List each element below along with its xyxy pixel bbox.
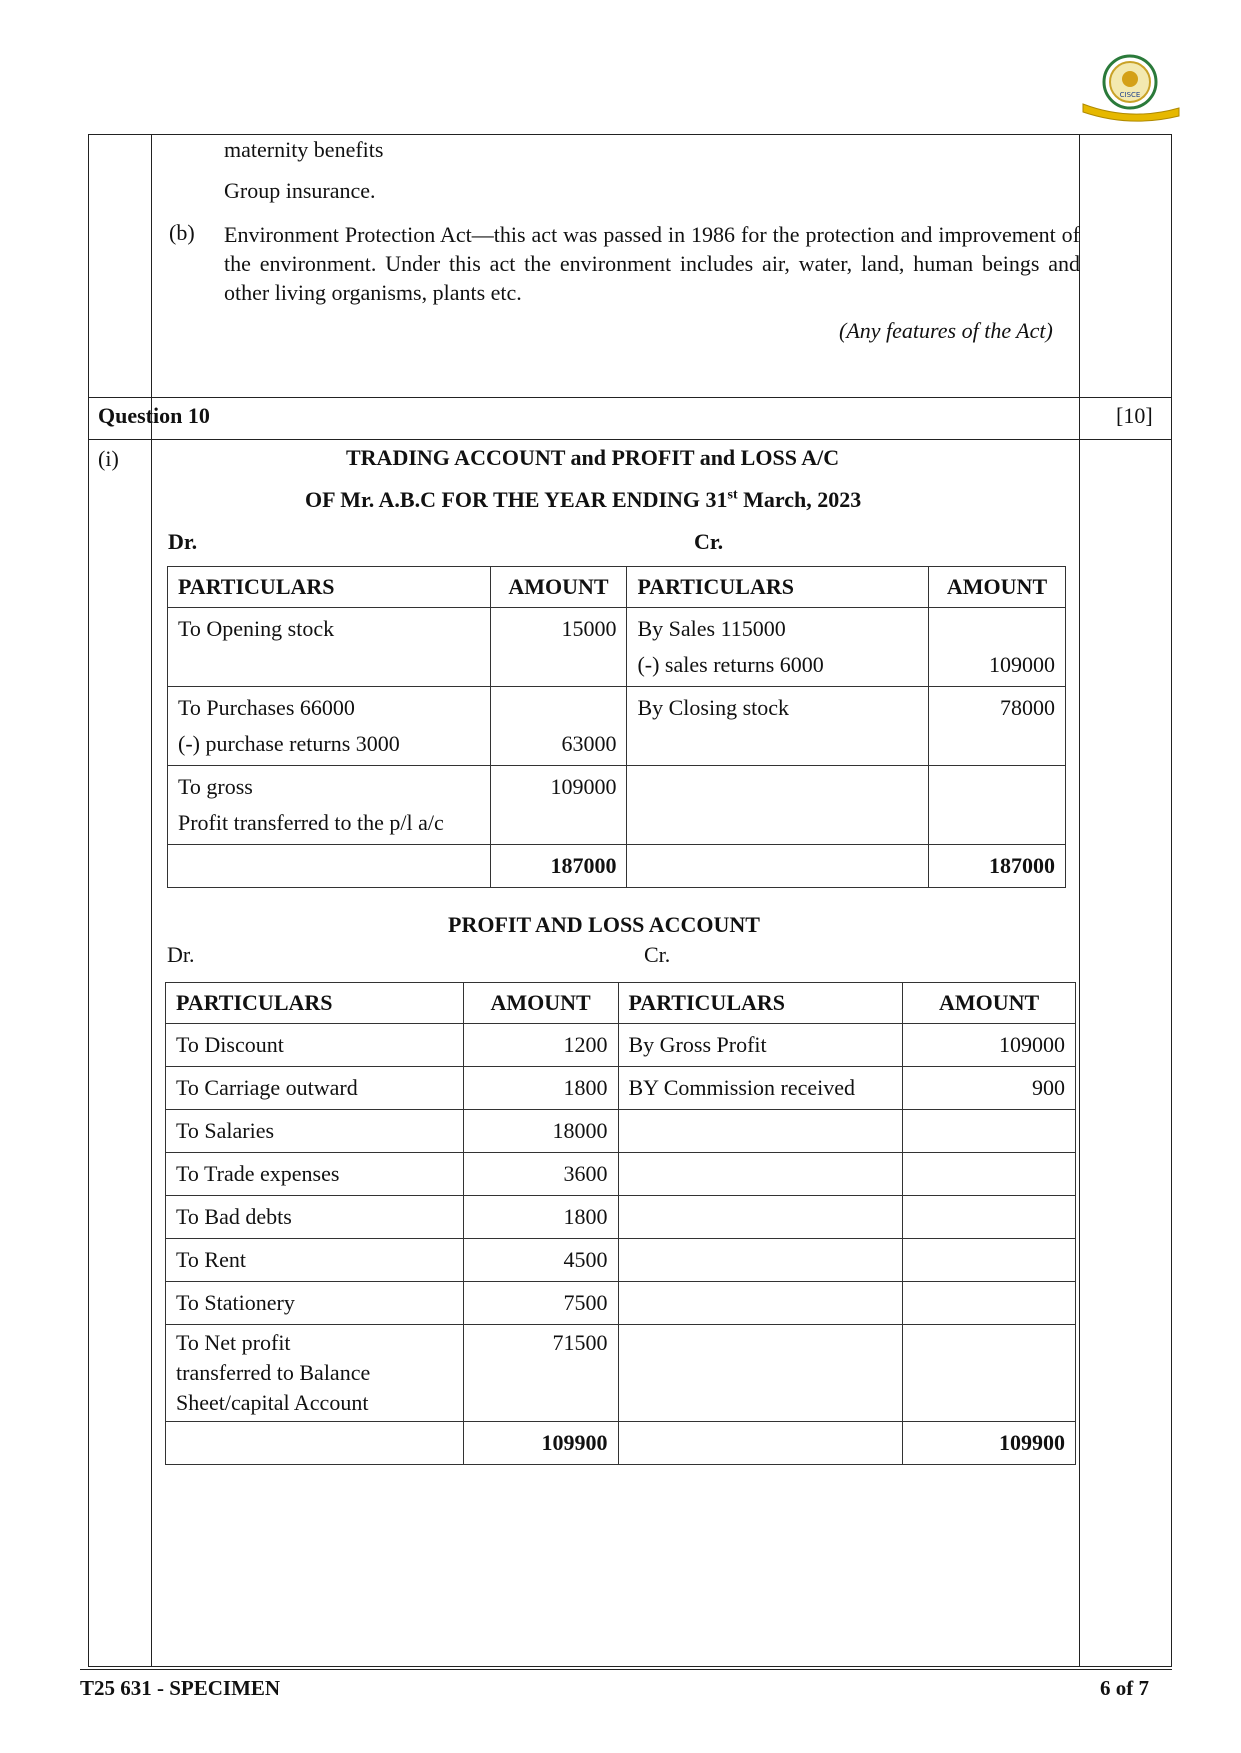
credit-amount: 78000 <box>929 687 1066 766</box>
debit-label: Dr. <box>167 942 195 967</box>
debit-particular: To Purchases 66000 (-) purchase returns 3000 <box>168 687 491 766</box>
question-bottom-line <box>89 439 1171 440</box>
debit-amount: 18000 <box>463 1110 618 1153</box>
total-row <box>166 1422 1076 1465</box>
footer-divider <box>80 1669 1172 1670</box>
credit-label: Cr. <box>694 529 724 554</box>
benefit-line: Group insurance. <box>224 178 376 203</box>
credit-total: 187000 <box>929 845 1066 888</box>
debit-particular: To Bad debts <box>166 1196 464 1239</box>
debit-particular: To Salaries <box>166 1110 464 1153</box>
debit-amount: 1200 <box>463 1024 618 1067</box>
debit-amount: 7500 <box>463 1282 618 1325</box>
trading-heading: TRADING ACCOUNT and PROFIT and LOSS A/C <box>346 445 840 470</box>
credit-total: 109900 <box>903 1422 1076 1465</box>
table-row <box>166 1110 1076 1153</box>
benefit-line: maternity benefits <box>224 137 384 162</box>
debit-amount: 3600 <box>463 1153 618 1196</box>
debit-particular: To Stationery <box>166 1282 464 1325</box>
cisce-emblem-icon <box>1075 52 1185 124</box>
column-header: AMOUNT <box>903 983 1076 1024</box>
question-marks: [10] <box>1116 403 1153 428</box>
credit-particular: BY Commission received <box>618 1067 903 1110</box>
trading-account-table <box>167 566 1066 888</box>
debit-amount: 1800 <box>463 1196 618 1239</box>
table-row <box>168 608 1066 687</box>
frame-marks-line <box>1079 135 1080 1666</box>
answer-paragraph: Environment Protection Act—this act was passed in 1986 for the protection and improvement of the environment. Under this act the environment includes air, water, land, human beings and other living organisms, plants etc. <box>224 222 1080 305</box>
debit-particular: To Trade expenses <box>166 1153 464 1196</box>
credit-amount: 109000 <box>903 1024 1076 1067</box>
frame-margin-line <box>151 135 152 1666</box>
credit-amount: 109000 <box>929 608 1066 687</box>
table-row <box>166 1067 1076 1110</box>
table-row <box>166 1282 1076 1325</box>
debit-particular: To Carriage outward <box>166 1067 464 1110</box>
svg-text:CISCE: CISCE <box>1119 91 1141 99</box>
debit-amount: 1800 <box>463 1067 618 1110</box>
debit-amount: 15000 <box>490 608 627 687</box>
table-row <box>168 766 1066 845</box>
table-header-row <box>166 983 1076 1024</box>
column-header: PARTICULARS <box>166 983 464 1024</box>
credit-particular: By Sales 115000 (-) sales returns 6000 <box>627 608 929 687</box>
table-row <box>166 1196 1076 1239</box>
table-row <box>166 1239 1076 1282</box>
profit-loss-table <box>165 982 1076 1465</box>
credit-particular <box>627 766 929 845</box>
debit-total: 187000 <box>490 845 627 888</box>
trading-subheading: OF Mr. A.B.C FOR THE YEAR ENDING 31st March, 2023 <box>305 487 862 512</box>
debit-amount: 4500 <box>463 1239 618 1282</box>
pl-heading: PROFIT AND LOSS ACCOUNT <box>448 912 760 937</box>
paper-code: T25 631 - SPECIMEN <box>80 1676 281 1700</box>
debit-label: Dr. <box>168 529 198 554</box>
answer-note: (Any features of the Act) <box>839 318 1053 343</box>
table-row <box>166 1024 1076 1067</box>
credit-particular: By Gross Profit <box>618 1024 903 1067</box>
table-row <box>168 687 1066 766</box>
debit-particular: To Discount <box>166 1024 464 1067</box>
credit-amount: 900 <box>903 1067 1076 1110</box>
debit-total: 109900 <box>463 1422 618 1465</box>
column-header: AMOUNT <box>463 983 618 1024</box>
debit-particular: To Rent <box>166 1239 464 1282</box>
credit-amount <box>929 766 1066 845</box>
part-label: (i) <box>98 446 119 471</box>
column-header: AMOUNT <box>490 567 627 608</box>
debit-particular: To Opening stock <box>168 608 491 687</box>
column-header: AMOUNT <box>929 567 1066 608</box>
column-header: PARTICULARS <box>618 983 903 1024</box>
column-header: PARTICULARS <box>627 567 929 608</box>
credit-particular: By Closing stock <box>627 687 929 766</box>
table-row <box>166 1325 1076 1422</box>
sub-part-label: (b) <box>169 220 195 245</box>
debit-particular: To gross Profit transferred to the p/l a/c <box>168 766 491 845</box>
table-row <box>166 1153 1076 1196</box>
total-row <box>168 845 1066 888</box>
credit-label: Cr. <box>644 942 671 967</box>
column-header: PARTICULARS <box>168 567 491 608</box>
table-header-row <box>168 567 1066 608</box>
question-title: Question 10 <box>98 403 210 428</box>
debit-amount: 71500 <box>463 1325 618 1422</box>
page-number: 6 of 7 <box>1100 1676 1149 1700</box>
debit-amount: 63000 <box>490 687 627 766</box>
debit-particular: To Net profit transferred to Balance Sheet/capital Account <box>166 1325 464 1422</box>
debit-amount: 109000 <box>490 766 627 845</box>
